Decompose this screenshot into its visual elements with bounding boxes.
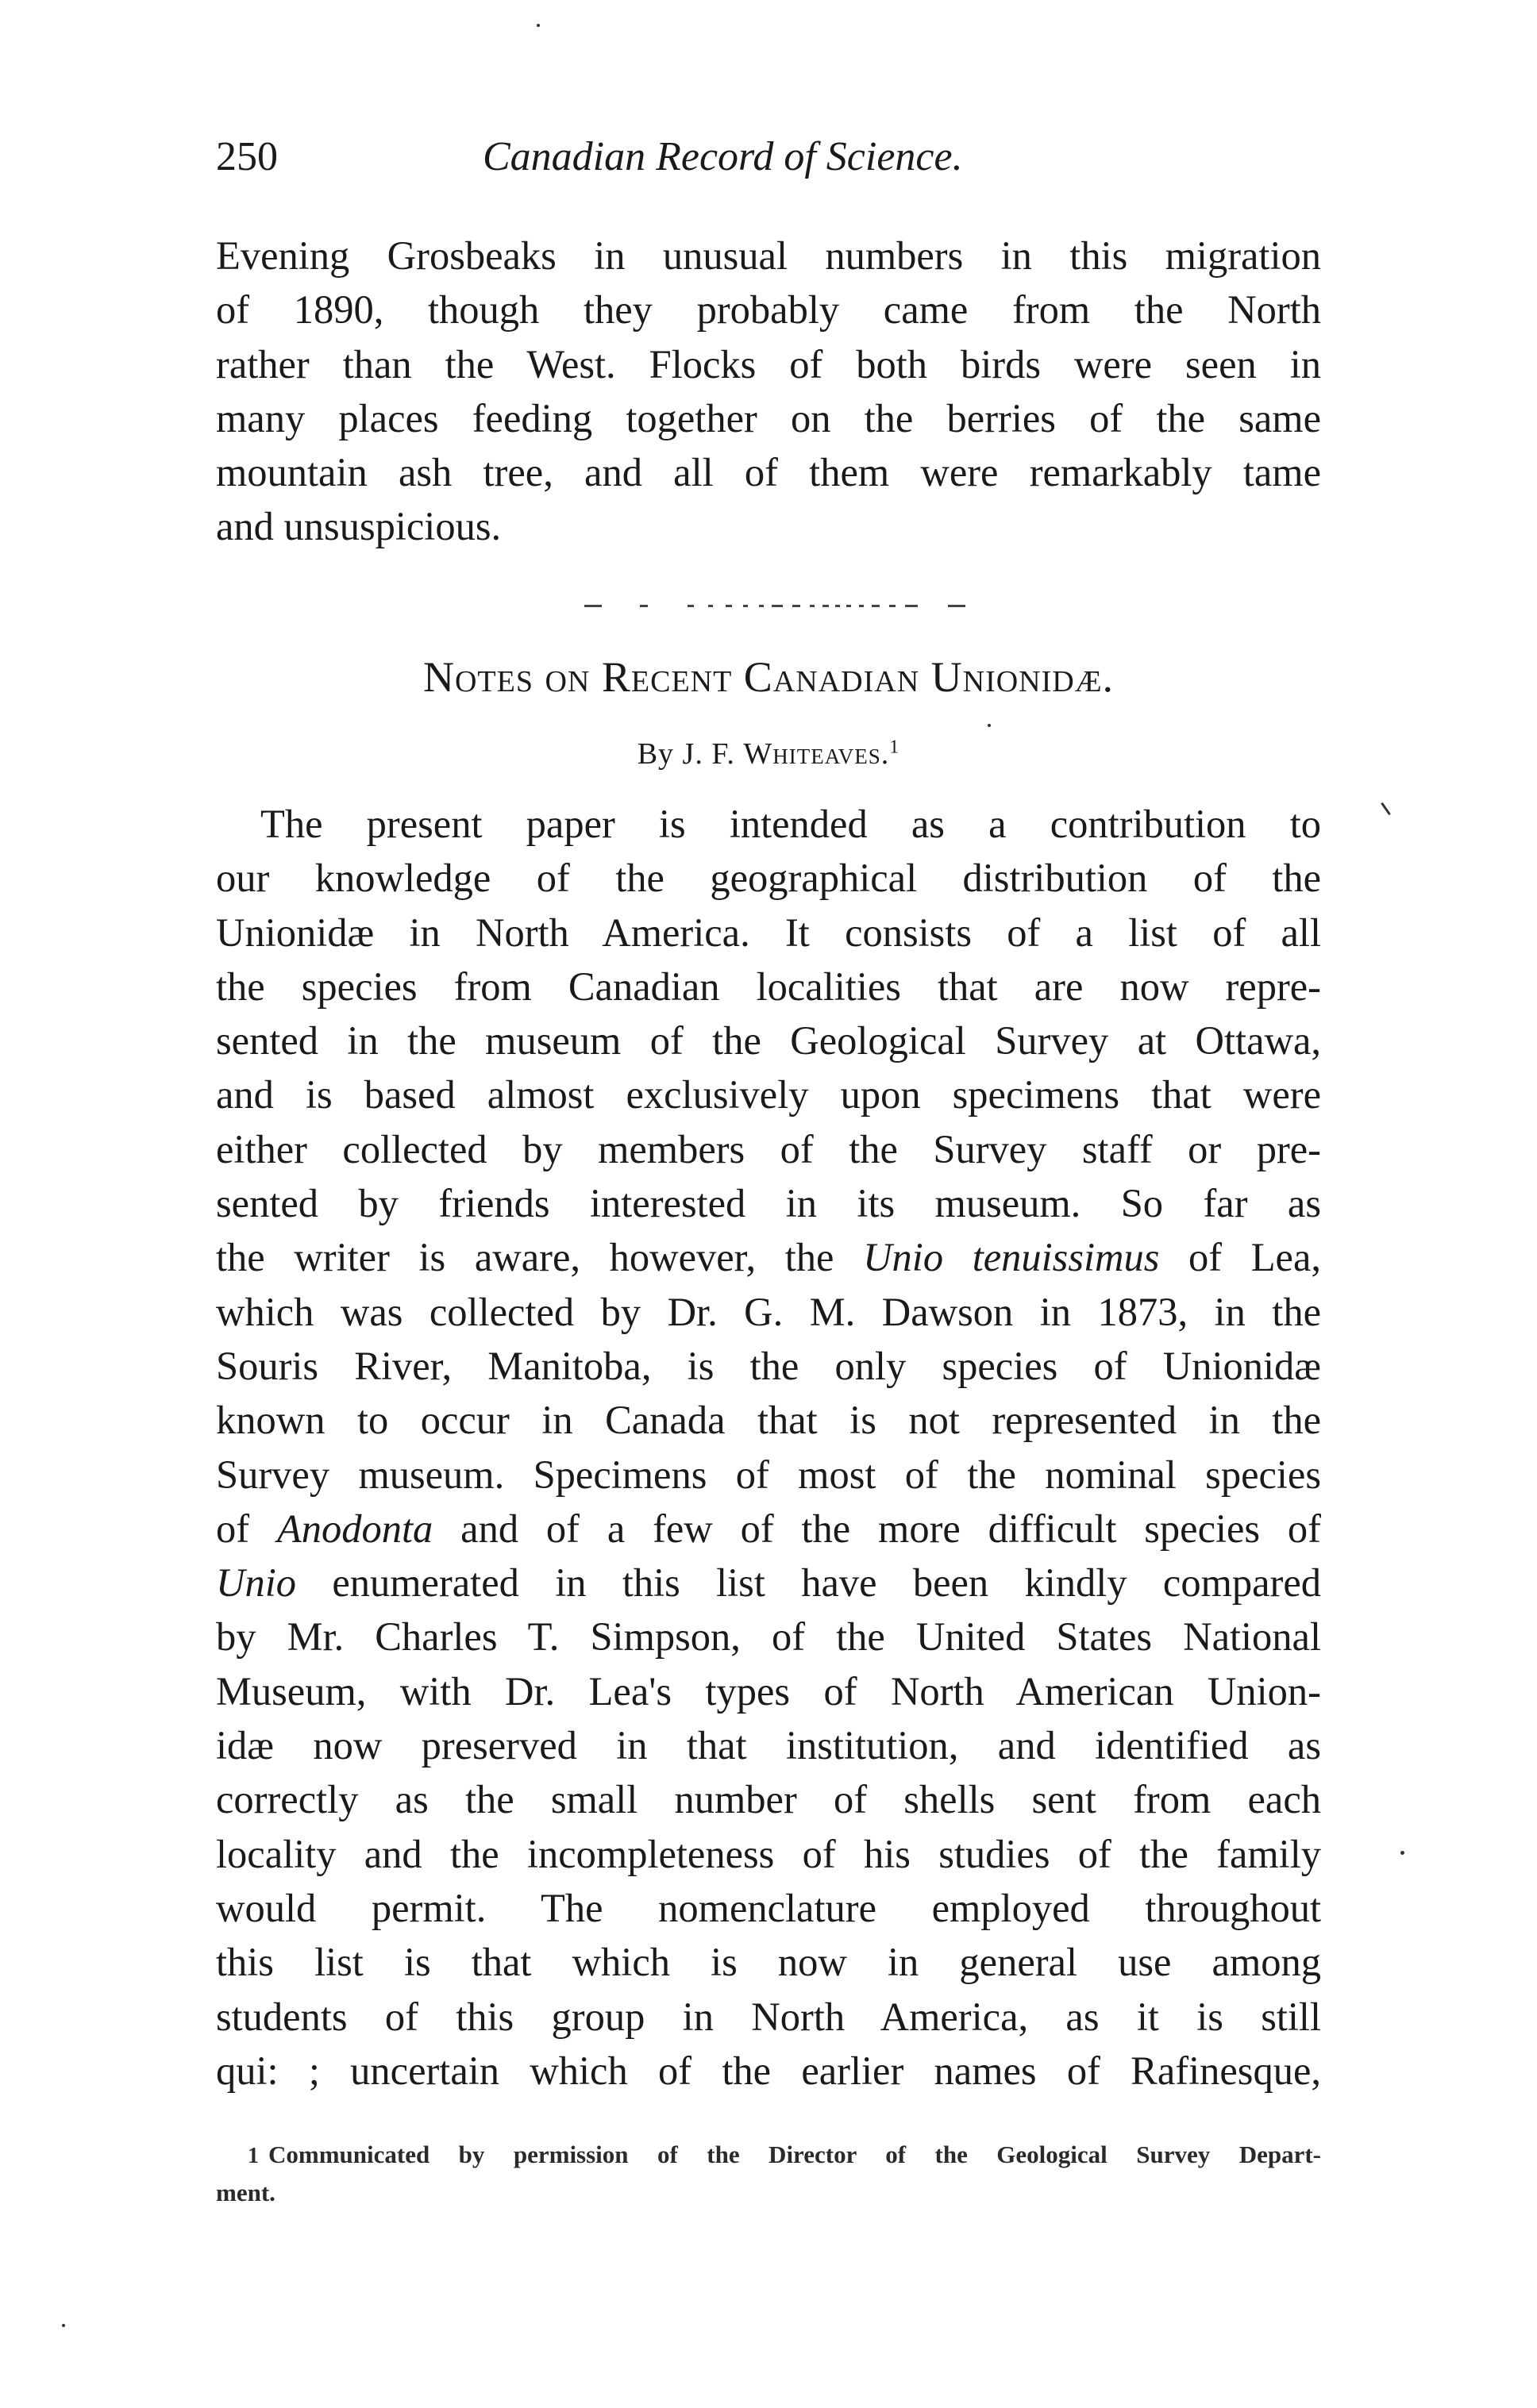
scan-speck [1381, 802, 1391, 815]
body-line: qui: ; uncertain which of the earlier names of Rafinesque, [216, 2048, 1321, 2093]
section-divider [584, 603, 965, 608]
intro-line: rather than the West. Flocks of both birds were seen in [216, 341, 1321, 387]
body-line: our knowledge of the geographical distribution of the [216, 856, 1321, 901]
footnote-text: Communicated by permission of the Director of the Geological Survey Depart- [268, 2141, 1321, 2168]
scan-speck [62, 2324, 65, 2327]
scan-speck [537, 24, 540, 27]
byline [216, 737, 1321, 771]
body-line: locality and the incompleteness of his studies of the family [216, 1831, 1321, 1876]
scan-speck [988, 724, 991, 727]
body-text-run: and of a few of the more difficult species of [460, 1506, 1321, 1551]
genus-name: Anodonta [276, 1506, 433, 1551]
body-line: and is based almost exclusively upon specimens that were [216, 1072, 1321, 1117]
page-header [216, 133, 1327, 197]
author-name: Whiteaves. [743, 737, 890, 771]
intro-line: of 1890, though they probably came from the North [216, 287, 1321, 333]
body-line: would permit. The nomenclature employed throughout [216, 1885, 1321, 1930]
body-line: either collected by members of the Survey staff or pre- [216, 1126, 1321, 1171]
footnote-line [216, 2137, 1321, 2175]
article-title: Notes on Recent Canadian Unionidæ. [422, 653, 1114, 701]
intro-line: Evening Grosbeaks in unusual numbers in this migration [216, 233, 1321, 278]
body-line: by Mr. Charles T. Simpson, of the United States National [216, 1614, 1321, 1660]
body-line: The present paper is intended as a contribution to [260, 802, 1321, 846]
body-line: this list is that which is now in general use among [216, 1940, 1321, 1985]
body-line: known to occur in Canada that is not represented in the [216, 1398, 1321, 1443]
body-text-run: of [216, 1506, 250, 1551]
body-text-run: the writer is aware, however, the [216, 1235, 834, 1280]
body-line [216, 1230, 1321, 1284]
footnote-mark: 1 [248, 2144, 259, 2168]
byline-prefix: By J. F. [637, 737, 735, 771]
intro-line: and unsuspicious. [216, 504, 502, 549]
genus-name: Unio [216, 1560, 296, 1606]
footnote-line: ment. [216, 2179, 275, 2206]
footnote [216, 2137, 1321, 2211]
species-name: Unio tenuissimus [863, 1235, 1160, 1280]
intro-line: mountain ash tree, and all of them were remarkably tame [216, 450, 1321, 495]
intro-paragraph [216, 229, 1321, 554]
body-line: which was collected by Dr. G. M. Dawson in 1873, in the [216, 1289, 1321, 1334]
body-line: Survey museum. Specimens of most of the nominal species [216, 1452, 1321, 1497]
body-line: the species from Canadian localities that are now repre- [216, 964, 1321, 1009]
body-line: students of this group in North America, as it is still [216, 1994, 1321, 2039]
scan-speck [1400, 1851, 1404, 1855]
body-line: sented in the museum of the Geological Survey at Ottawa, [216, 1018, 1321, 1064]
page-number: 250 [216, 134, 278, 179]
body-line: Museum, with Dr. Lea's types of North American Union- [216, 1668, 1321, 1714]
intro-line: many places feeding together on the berries of the same [216, 395, 1321, 440]
body-line: idæ now preserved in that institution, and identified as [216, 1723, 1321, 1768]
footnote-reference: 1 [889, 737, 900, 758]
body-text-run: of Lea, [1188, 1235, 1322, 1280]
body-line [216, 1556, 1321, 1610]
body-text-run: enumerated in this list have been kindly compared [332, 1560, 1321, 1606]
running-title: Canadian Record of Science. [483, 134, 963, 179]
body-paragraph [216, 797, 1321, 2098]
body-line: Souris River, Manitoba, is the only species of Unionidæ [216, 1343, 1321, 1388]
body-line: Unionidæ in North America. It consists of a list of all [216, 910, 1321, 955]
body-line [216, 1502, 1321, 1556]
body-line: sented by friends interested in its museum. So far as [216, 1181, 1321, 1226]
body-line: correctly as the small number of shells sent from each [216, 1777, 1321, 1822]
